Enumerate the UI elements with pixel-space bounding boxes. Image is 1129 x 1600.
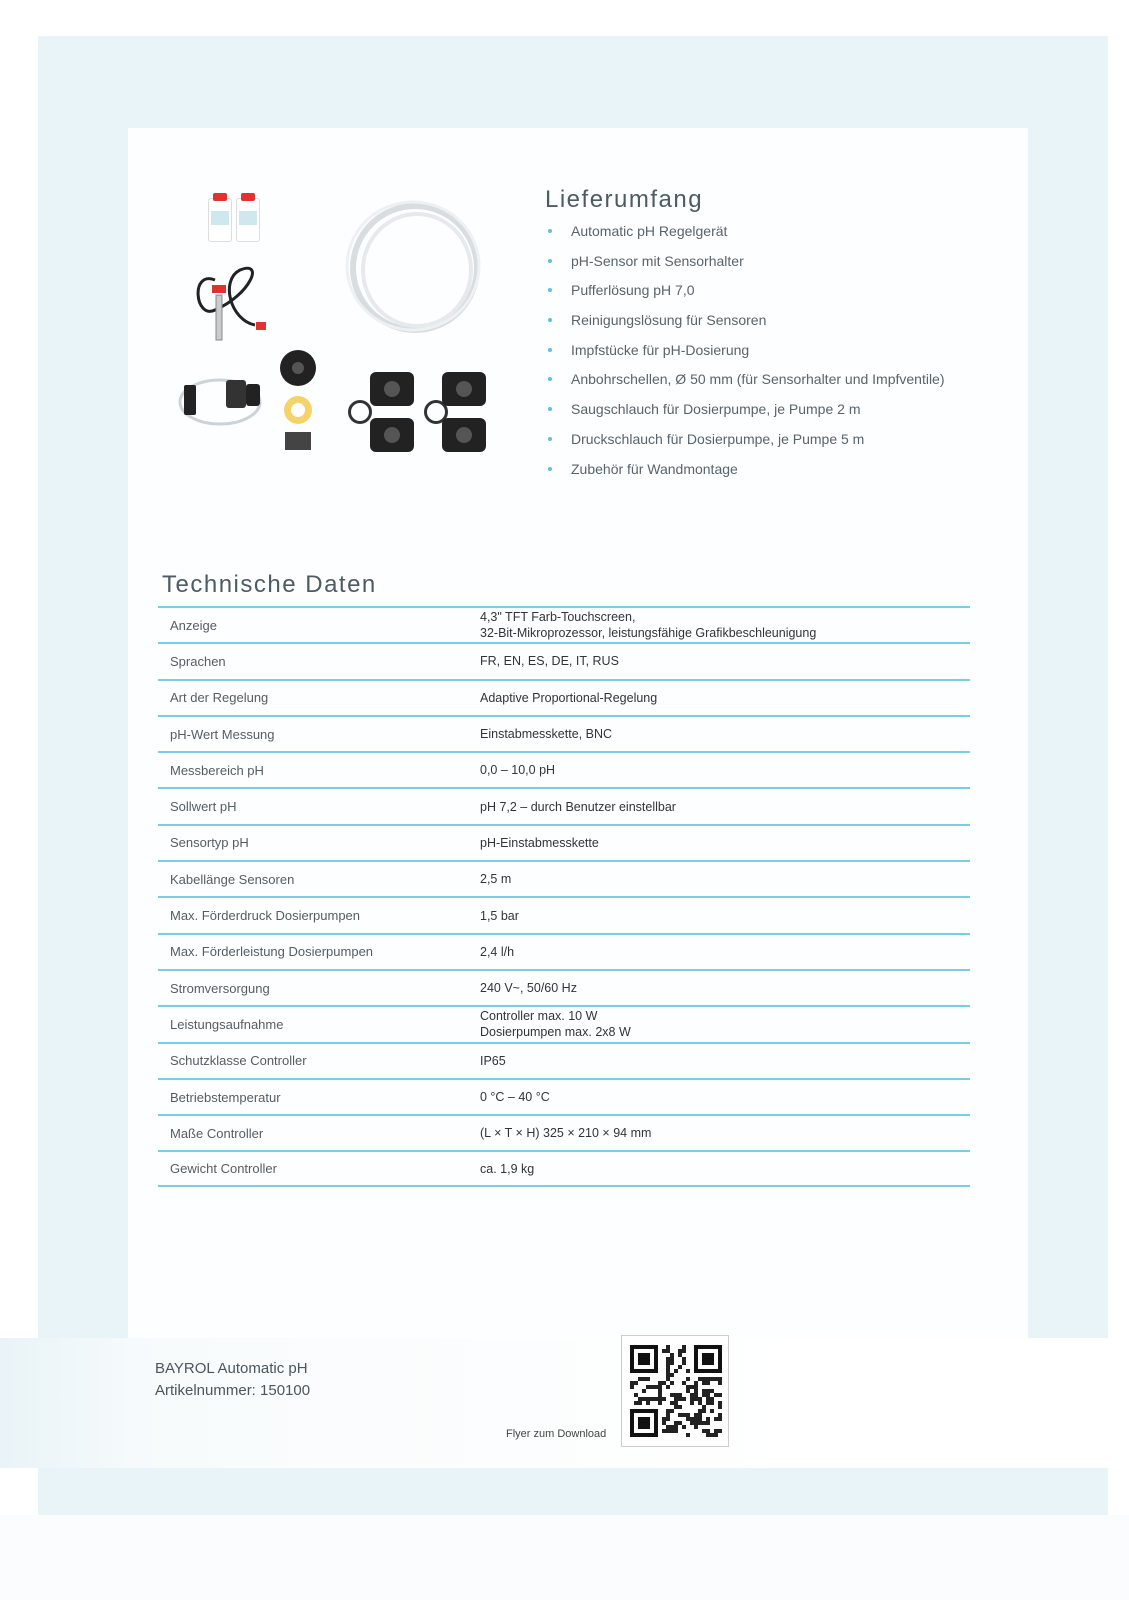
spec-value: (L × T × H) 325 × 210 × 94 mm <box>480 1126 652 1141</box>
spec-label: Sprachen <box>170 653 226 669</box>
table-row <box>158 1114 970 1150</box>
table-row <box>158 1005 970 1041</box>
delivery-item: pH-Sensor mit Sensorhalter <box>545 252 985 282</box>
delivery-item: Anbohrschellen, Ø 50 mm (für Sensorhalter und Impfventile) <box>545 370 985 400</box>
ring-image <box>348 400 372 424</box>
table-row <box>158 642 970 678</box>
footer-band <box>0 1515 1129 1600</box>
spec-value: FR, EN, ES, DE, IT, RUS <box>480 654 619 669</box>
spec-value: 1,5 bar <box>480 908 519 923</box>
delivery-item: Reinigungslösung für Sensoren <box>545 311 985 341</box>
delivery-scope <box>545 186 985 489</box>
delivery-item: Impfstücke für pH-Dosierung <box>545 341 985 371</box>
clamp-image <box>370 372 414 406</box>
tech-table <box>158 606 970 1187</box>
spec-value-line: 32-Bit-Mikroprozessor, leistungsfähige Grafikbeschleunigung <box>480 626 817 641</box>
delivery-item: Druckschlauch für Dosierpumpe, je Pumpe 5 m <box>545 430 985 460</box>
spec-value: 2,4 l/h <box>480 944 515 959</box>
spec-value: ca. 1,9 kg <box>480 1161 535 1176</box>
table-row <box>158 606 970 642</box>
clamp-image <box>370 418 414 452</box>
delivery-title: Lieferumfang <box>545 186 704 213</box>
table-row <box>158 860 970 896</box>
delivery-item: Saugschlauch für Dosierpumpe, je Pumpe 2 m <box>545 400 985 430</box>
table-row <box>158 787 970 823</box>
table-row <box>158 969 970 1005</box>
delivery-item: Pufferlösung pH 7,0 <box>545 281 985 311</box>
article-number: Artikelnummer: 150100 <box>155 1382 311 1399</box>
spec-label: Betriebstemperatur <box>170 1089 281 1105</box>
spec-label: Sensortyp pH <box>170 835 249 851</box>
spec-label: Gewicht Controller <box>170 1161 277 1177</box>
product-name: BAYROL Automatic pH <box>155 1360 308 1377</box>
spec-value: 2,5 m <box>480 872 512 887</box>
spec-value: 240 V~, 50/60 Hz <box>480 981 577 996</box>
spec-value: pH-Einstabmesskette <box>480 835 599 850</box>
table-row <box>158 679 970 715</box>
qr-code[interactable] <box>621 1335 729 1447</box>
clamp-image <box>442 372 486 406</box>
product-info <box>155 1358 310 1402</box>
spec-label: Messbereich pH <box>170 762 264 778</box>
spec-value: Einstabmesskette, BNC <box>480 727 612 742</box>
spec-value: 0,0 – 10,0 pH <box>480 763 556 778</box>
spec-value <box>480 609 970 641</box>
delivery-list <box>545 222 985 489</box>
table-row <box>158 933 970 969</box>
qr-caption: Flyer zum Download <box>506 1428 607 1440</box>
table-row <box>158 824 970 860</box>
spec-value-line: 4,3" TFT Farb-Touchscreen, <box>480 610 636 625</box>
tech-title: Technische Daten <box>162 571 377 598</box>
spec-label: Leistungsaufnahme <box>170 1016 284 1032</box>
table-row <box>158 1150 970 1186</box>
spec-value <box>480 1008 970 1040</box>
table-row <box>158 715 970 751</box>
spec-label: Max. Förderdruck Dosierpumpen <box>170 908 361 924</box>
table-row <box>158 1078 970 1114</box>
spec-label: Max. Förderleistung Dosierpumpen <box>170 944 374 960</box>
table-row <box>158 751 970 787</box>
spec-label: Kabellänge Sensoren <box>170 871 295 887</box>
product-images <box>170 180 510 470</box>
spec-value: 0 °C – 40 °C <box>480 1090 550 1104</box>
spec-value: pH 7,2 – durch Benutzer einstellbar <box>480 799 676 814</box>
spec-label: Maße Controller <box>170 1125 264 1141</box>
delivery-item: Automatic pH Regelgerät <box>545 222 985 252</box>
spec-label: pH-Wert Messung <box>170 726 275 742</box>
qr-code-pattern <box>630 1345 722 1437</box>
spec-value-line: Dosierpumpen max. 2x8 W <box>480 1025 631 1040</box>
spec-value-line: Controller max. 10 W <box>480 1009 598 1024</box>
spec-label: Sollwert pH <box>170 799 237 815</box>
spec-value: Adaptive Proportional-Regelung <box>480 690 658 705</box>
table-row <box>158 1042 970 1078</box>
spec-label: Stromversorgung <box>170 980 270 996</box>
spec-label: Art der Regelung <box>170 690 269 706</box>
clamp-image <box>442 418 486 452</box>
spec-value: IP65 <box>480 1053 506 1068</box>
table-row <box>158 896 970 932</box>
delivery-item: Zubehör für Wandmontage <box>545 460 985 490</box>
spec-label: Anzeige <box>170 617 217 633</box>
spec-label: Schutzklasse Controller <box>170 1053 307 1069</box>
